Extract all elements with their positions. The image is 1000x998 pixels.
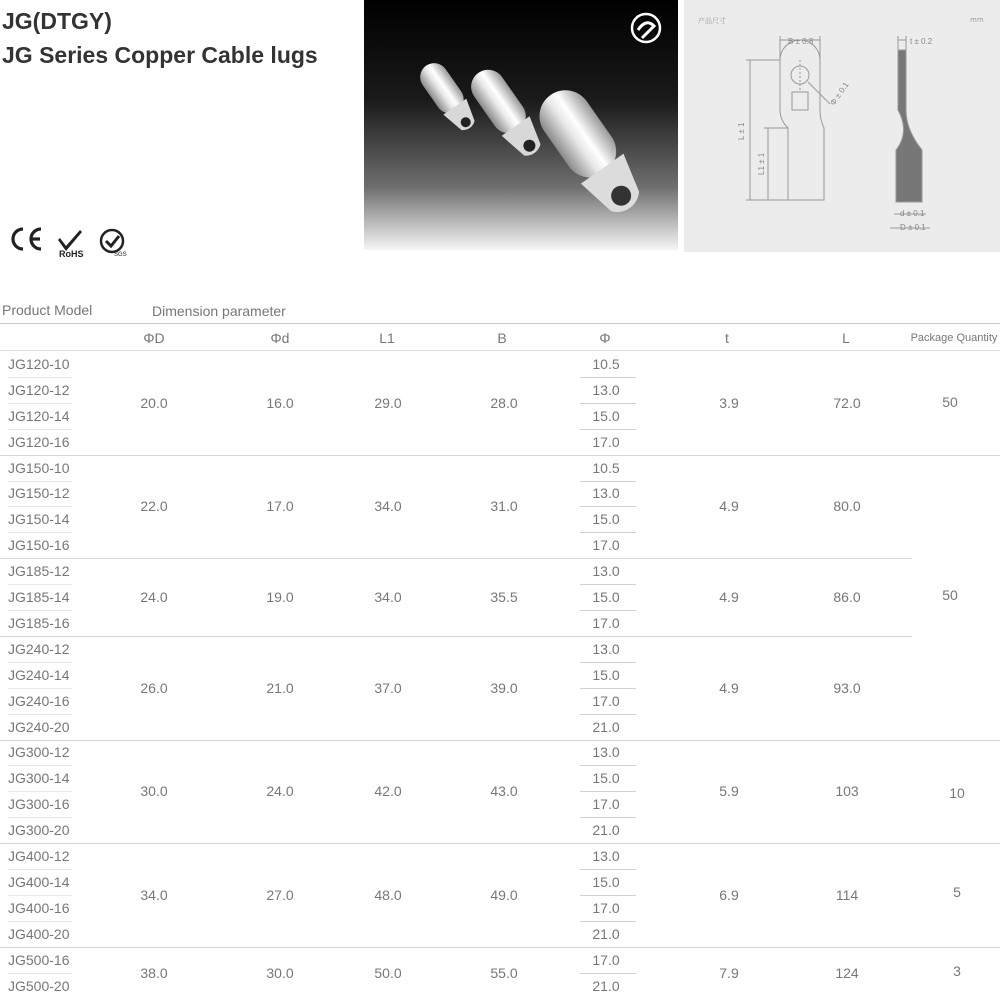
small-lug-image <box>415 58 482 136</box>
thickness-cell: 6.9 <box>719 886 739 903</box>
package-quantity-cell: 50 <box>942 394 958 410</box>
model-cell: JG150-10 <box>8 459 70 476</box>
svg-text:Φ ± 0.1: Φ ± 0.1 <box>828 80 851 108</box>
outer-diameter-cell: 24.0 <box>140 589 168 606</box>
package-quantity-cell: 50 <box>942 587 958 603</box>
model-cell: JG400-16 <box>8 899 70 916</box>
group-divider <box>0 558 912 559</box>
l1-cell: 34.0 <box>374 498 402 515</box>
l1-cell: 29.0 <box>374 394 402 411</box>
model-cell: JG400-14 <box>8 873 70 890</box>
model-cell: JG300-16 <box>8 796 70 813</box>
hole-diameter-cell: 17.0 <box>592 951 620 968</box>
hole-diameter-cell: 21.0 <box>592 822 620 839</box>
model-cell: JG240-16 <box>8 692 70 709</box>
header-b: B <box>497 330 507 346</box>
svg-text:d ± 0.1: d ± 0.1 <box>900 209 925 218</box>
model-cell: JG300-12 <box>8 744 70 761</box>
model-row-divider <box>8 377 72 378</box>
model-row-divider <box>8 584 72 585</box>
phi-row-divider <box>580 895 636 896</box>
svg-text:L1 ± 1: L1 ± 1 <box>757 152 766 175</box>
phi-row-divider <box>580 817 636 818</box>
hole-diameter-cell: 13.0 <box>592 744 620 761</box>
header-dimension-parameter: Dimension parameter <box>152 303 286 319</box>
model-row-divider <box>8 481 72 482</box>
inner-diameter-cell: 27.0 <box>266 886 294 903</box>
model-row-divider <box>8 506 72 507</box>
l1-cell: 42.0 <box>374 783 402 800</box>
medium-lug-image <box>464 63 548 163</box>
model-cell: JG185-14 <box>8 589 70 606</box>
header-thickness: t <box>725 330 729 346</box>
phi-row-divider <box>580 610 636 611</box>
length-cell: 103 <box>835 783 859 800</box>
length-cell: 86.0 <box>833 589 861 606</box>
thickness-cell: 5.9 <box>719 783 739 800</box>
model-cell: JG150-12 <box>8 485 70 502</box>
model-cell: JG120-14 <box>8 407 70 424</box>
model-cell: JG300-20 <box>8 822 70 839</box>
b-cell: 39.0 <box>490 679 518 696</box>
hole-diameter-cell: 13.0 <box>592 485 620 502</box>
inner-diameter-cell: 16.0 <box>266 394 294 411</box>
thickness-cell: 7.9 <box>719 964 739 981</box>
model-row-divider <box>8 921 72 922</box>
model-cell: JG120-12 <box>8 381 70 398</box>
phi-row-divider <box>580 377 636 378</box>
group-divider <box>0 843 1000 844</box>
model-cell: JG150-14 <box>8 511 70 528</box>
b-cell: 43.0 <box>490 783 518 800</box>
hole-diameter-cell: 15.0 <box>592 770 620 787</box>
model-row-divider <box>8 869 72 870</box>
thickness-cell: 4.9 <box>719 498 739 515</box>
hole-diameter-cell: 21.0 <box>592 925 620 942</box>
hole-diameter-cell: 17.0 <box>592 899 620 916</box>
model-row-divider <box>8 817 72 818</box>
group-divider <box>0 636 912 637</box>
model-cell: JG400-20 <box>8 925 70 942</box>
phi-row-divider <box>580 481 636 482</box>
length-cell: 114 <box>835 886 859 903</box>
header-package-quantity: Package Quantity <box>910 332 998 344</box>
inner-diameter-cell: 19.0 <box>266 589 294 606</box>
hole-diameter-cell: 13.0 <box>592 563 620 580</box>
model-cell: JG150-16 <box>8 537 70 554</box>
brand-logo-icon <box>632 14 660 42</box>
hole-diameter-cell: 10.5 <box>592 459 620 476</box>
model-row-divider <box>8 714 72 715</box>
svg-text:L ± 1: L ± 1 <box>737 122 746 140</box>
model-row-divider <box>8 791 72 792</box>
phi-row-divider <box>580 714 636 715</box>
header-product-model: Product Model <box>2 302 93 318</box>
l1-cell: 34.0 <box>374 589 402 606</box>
model-cell: JG240-12 <box>8 640 70 657</box>
phi-row-divider <box>580 921 636 922</box>
package-quantity-cell: 10 <box>949 785 965 801</box>
model-cell: JG240-20 <box>8 718 70 735</box>
technical-drawing <box>684 0 1000 252</box>
model-row-divider <box>8 765 72 766</box>
package-quantity-cell: 5 <box>953 884 961 900</box>
model-cell: JG185-12 <box>8 563 70 580</box>
outer-diameter-cell: 26.0 <box>140 679 168 696</box>
phi-row-divider <box>580 403 636 404</box>
product-photo <box>364 0 678 250</box>
model-cell: JG120-16 <box>8 433 70 450</box>
l1-cell: 50.0 <box>374 964 402 981</box>
group-divider <box>0 740 1000 741</box>
inner-diameter-cell: 21.0 <box>266 679 294 696</box>
svg-text:SGS: SGS <box>114 251 127 258</box>
inner-diameter-cell: 30.0 <box>266 964 294 981</box>
outer-diameter-cell: 20.0 <box>140 394 168 411</box>
outer-diameter-cell: 22.0 <box>140 498 168 515</box>
model-row-divider <box>8 662 72 663</box>
phi-row-divider <box>580 506 636 507</box>
phi-row-divider <box>580 429 636 430</box>
model-cell: JG185-16 <box>8 614 70 631</box>
hole-diameter-cell: 13.0 <box>592 381 620 398</box>
b-cell: 28.0 <box>490 394 518 411</box>
model-row-divider <box>8 532 72 533</box>
hole-diameter-cell: 15.0 <box>592 666 620 683</box>
large-lug-image <box>529 80 651 223</box>
phi-row-divider <box>580 584 636 585</box>
drawing-unit-label: mm <box>970 16 984 24</box>
phi-row-divider <box>580 973 636 974</box>
header-divider <box>0 323 1000 324</box>
hole-diameter-cell: 10.5 <box>592 355 620 372</box>
svg-text:t ± 0.2: t ± 0.2 <box>910 37 933 46</box>
header-length: L <box>842 330 850 346</box>
model-row-divider <box>8 688 72 689</box>
header-inner-diameter: Φd <box>270 330 290 346</box>
hole-diameter-cell: 13.0 <box>592 640 620 657</box>
package-quantity-cell: 3 <box>953 963 961 979</box>
drawing-title-label: 产品尺寸 <box>698 17 726 25</box>
phi-row-divider <box>580 791 636 792</box>
model-cell: JG500-16 <box>8 951 70 968</box>
length-cell: 93.0 <box>833 679 861 696</box>
l1-cell: 48.0 <box>374 886 402 903</box>
outer-diameter-cell: 30.0 <box>140 783 168 800</box>
l1-cell: 37.0 <box>374 679 402 696</box>
inner-diameter-cell: 24.0 <box>266 783 294 800</box>
phi-row-divider <box>580 688 636 689</box>
inner-diameter-cell: 17.0 <box>266 498 294 515</box>
sgs-mark-icon <box>98 227 130 259</box>
model-row-divider <box>8 403 72 404</box>
outer-diameter-cell: 38.0 <box>140 964 168 981</box>
model-cell: JG400-12 <box>8 848 70 865</box>
hole-diameter-cell: 17.0 <box>592 796 620 813</box>
length-cell: 72.0 <box>833 394 861 411</box>
length-cell: 124 <box>835 964 859 981</box>
b-cell: 55.0 <box>490 964 518 981</box>
thickness-cell: 4.9 <box>719 679 739 696</box>
b-cell: 49.0 <box>490 886 518 903</box>
hole-diameter-cell: 17.0 <box>592 614 620 631</box>
hole-diameter-cell: 21.0 <box>592 977 620 994</box>
group-divider <box>0 947 1000 948</box>
certification-logos <box>8 226 130 259</box>
header-hole-diameter: Φ <box>599 330 611 346</box>
model-row-divider <box>8 895 72 896</box>
hole-diameter-cell: 17.0 <box>592 433 620 450</box>
hole-diameter-cell: 17.0 <box>592 537 620 554</box>
b-cell: 31.0 <box>490 498 518 515</box>
model-code-title: JG(DTGY) <box>2 8 112 34</box>
phi-row-divider <box>580 532 636 533</box>
phi-row-divider <box>580 662 636 663</box>
group-divider <box>0 455 1000 456</box>
model-cell: JG300-14 <box>8 770 70 787</box>
phi-row-divider <box>580 869 636 870</box>
header-outer-diameter: ΦD <box>143 330 165 346</box>
length-cell: 80.0 <box>833 498 861 515</box>
hole-diameter-cell: 13.0 <box>592 848 620 865</box>
hole-diameter-cell: 15.0 <box>592 511 620 528</box>
model-cell: JG500-20 <box>8 977 70 994</box>
thickness-cell: 3.9 <box>719 394 739 411</box>
model-row-divider <box>8 610 72 611</box>
rohs-mark-icon <box>56 228 86 258</box>
b-cell: 35.5 <box>490 589 518 606</box>
header-bottom-divider <box>0 350 1000 351</box>
thickness-cell: 4.9 <box>719 589 739 606</box>
model-cell: JG120-10 <box>8 355 70 372</box>
series-title: JG Series Copper Cable lugs <box>2 42 318 68</box>
ce-mark-icon <box>8 226 44 259</box>
hole-diameter-cell: 15.0 <box>592 873 620 890</box>
svg-text:D ± 0.1: D ± 0.1 <box>900 223 926 232</box>
hole-diameter-cell: 21.0 <box>592 718 620 735</box>
model-cell: JG240-14 <box>8 666 70 683</box>
hole-diameter-cell: 15.0 <box>592 589 620 606</box>
hole-diameter-cell: 15.0 <box>592 407 620 424</box>
model-row-divider <box>8 429 72 430</box>
model-row-divider <box>8 973 72 974</box>
phi-row-divider <box>580 765 636 766</box>
svg-text:B ± 0.8: B ± 0.8 <box>788 37 814 46</box>
outer-diameter-cell: 34.0 <box>140 886 168 903</box>
svg-text:RoHS: RoHS <box>59 248 84 258</box>
hole-diameter-cell: 17.0 <box>592 692 620 709</box>
header-l1: L1 <box>379 330 395 346</box>
